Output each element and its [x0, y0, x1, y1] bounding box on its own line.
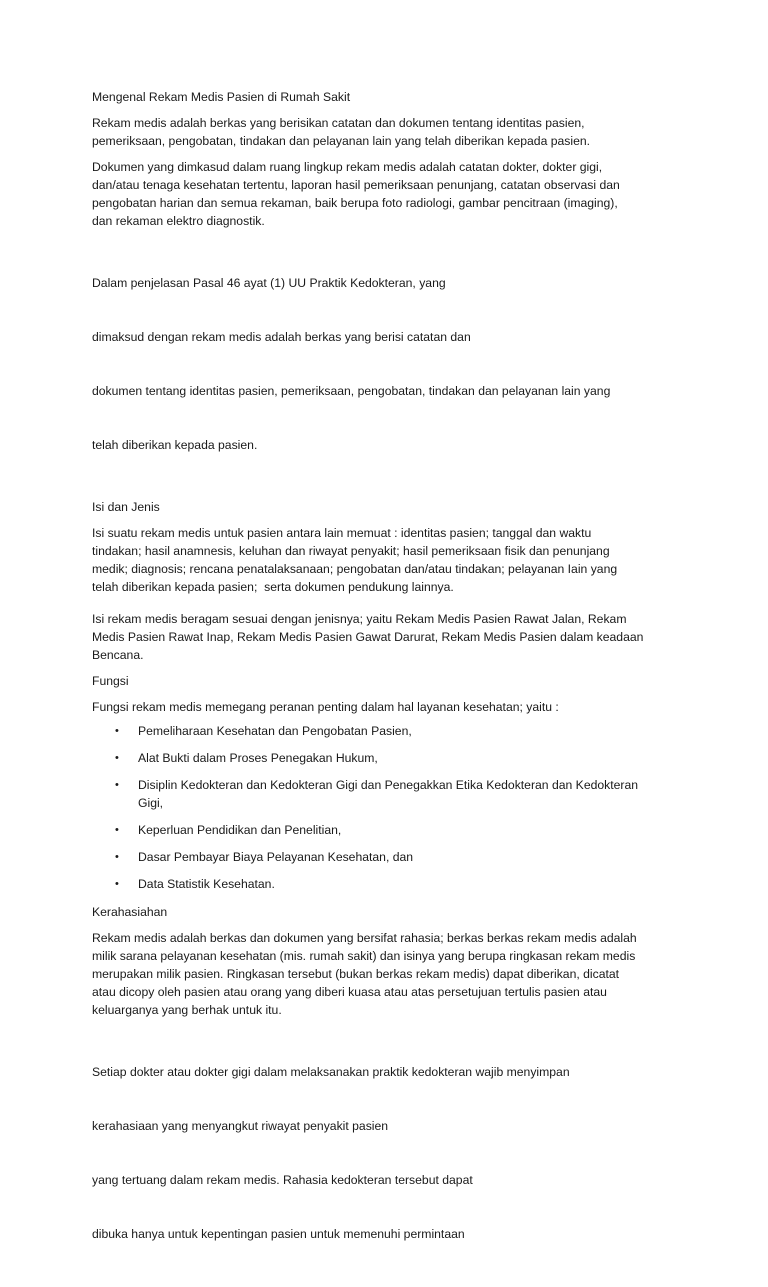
kerahasiaan-paragraph-1 [92, 929, 668, 1019]
text-line: dokumen tentang identitas pasien, pemeriksaan, pengobatan, tindakan dan pelayanan lain yang [92, 384, 611, 398]
list-item-text: Pemeliharaan Kesehatan dan Pengobatan Pasien, [138, 724, 412, 738]
text-line: pengobatan harian dan semua rekaman, baik berupa foto radiologi, gambar pencitraan (imaging), [92, 196, 618, 210]
list-item-text: Keperluan Pendidikan dan Penelitian, [138, 823, 342, 837]
intro-paragraph-2 [92, 158, 668, 230]
bullet-icon: • [115, 824, 119, 836]
list-item [92, 722, 668, 740]
text-line: Setiap dokter atau dokter gigi dalam melaksanakan praktik kedokteran wajib menyimpan [92, 1065, 570, 1079]
text-line: kerahasiaan yang menyangkut riwayat penyakit pasien [92, 1119, 389, 1133]
text-line: Isi rekam medis beragam sesuai dengan jenisnya; yaitu Rekam Medis Pasien Rawat Jalan, Rekam [92, 612, 627, 626]
heading-text: Isi dan Jenis [92, 500, 160, 514]
bullet-icon: • [115, 725, 119, 737]
list-item [92, 749, 668, 767]
section-heading-fungsi [92, 672, 668, 690]
bullet-icon: • [115, 851, 119, 863]
text-line: atau dicopy oleh pasien atau orang yang diberi kuasa atau atas persetujuan tertulis pasien atau [92, 985, 607, 999]
text-line: merupakan milik pasien. Ringkasan tersebut (bukan berkas rekam medis) dapat diberikan, dicatat [92, 967, 620, 981]
text-line: dan/atau tenaga kesehatan tertentu, laporan hasil pemeriksaan penunjang, catatan observasi dan [92, 178, 620, 192]
isi-paragraph-2 [92, 610, 668, 664]
text-line: Isi suatu rekam medis untuk pasien antara lain memuat : identitas pasien; tanggal dan waktu [92, 526, 592, 540]
section-heading-kerahasiaan [92, 903, 668, 921]
fungsi-intro [92, 698, 668, 716]
text-line: dan rekaman elektro diagnostik. [92, 214, 265, 228]
text-line: telah diberikan kepada pasien. [92, 438, 258, 452]
text-line: Dalam penjelasan Pasal 46 ayat (1) UU Praktik Kedokteran, yang [92, 276, 446, 290]
document-title [92, 88, 668, 106]
text-line: dimaksud dengan rekam medis adalah berkas yang berisi catatan dan [92, 330, 471, 344]
bullet-icon: • [115, 779, 119, 791]
text-line: tindakan; hasil anamnesis, keluhan dan riwayat penyakit; hasil pemeriksaan fisik dan penunjang [92, 544, 610, 558]
text-line: Bencana. [92, 648, 144, 662]
list-item [92, 875, 668, 893]
text-line: pemeriksaan, pengobatan, tindakan dan pelayanan lain yang telah diberikan kepada pasien. [92, 134, 591, 148]
text-line: Rekam medis adalah berkas dan dokumen yang bersifat rahasia; berkas berkas rekam medis adalah [92, 931, 637, 945]
text-line: Dokumen yang dimkasud dalam ruang lingkup rekam medis adalah catatan dokter, dokter gigi, [92, 160, 603, 174]
section-heading-isi [92, 498, 668, 516]
text-line: Fungsi rekam medis memegang peranan penting dalam hal layanan kesehatan; yaitu : [92, 700, 559, 714]
list-item [92, 776, 668, 812]
heading-text: Kerahasiahan [92, 905, 168, 919]
list-item-text: Data Statistik Kesehatan. [138, 877, 275, 891]
text-line: Medis Pasien Rawat Inap, Rekam Medis Pasien Gawat Darurat, Rekam Medis Pasien dalam keadaan [92, 630, 644, 644]
kerahasiaan-paragraph-2 [92, 1027, 668, 1279]
fungsi-list [92, 722, 668, 893]
text-line: keluarganya yang berhak untuk itu. [92, 1003, 282, 1017]
list-item-text: Disiplin Kedokteran dan Kedokteran Gigi dan Penegakkan Etika Kedokteran dan Kedokteran [138, 778, 639, 792]
isi-paragraph-1 [92, 524, 668, 596]
intro-paragraph-3 [92, 238, 668, 490]
list-item [92, 821, 668, 839]
list-item-text: Dasar Pembayar Biaya Pelayanan Kesehatan, dan [138, 850, 414, 864]
bullet-icon: • [115, 878, 119, 890]
list-item-text: Alat Bukti dalam Proses Penegakan Hukum, [138, 751, 378, 765]
paragraph-gap [92, 596, 668, 610]
heading-text: Fungsi [92, 674, 129, 688]
list-item [92, 848, 668, 866]
text-line: telah diberikan kepada pasien; serta dokumen pendukung lainnya. [92, 580, 454, 594]
text-line: milik sarana pelayanan kesehatan (mis. rumah sakit) dan isinya yang berupa ringkasan rekam medis [92, 949, 636, 963]
title-text: Mengenal Rekam Medis Pasien di Rumah Sakit [92, 90, 351, 104]
text-line: Rekam medis adalah berkas yang berisikan catatan dan dokumen tentang identitas pasien, [92, 116, 585, 130]
text-line: yang tertuang dalam rekam medis. Rahasia kedokteran tersebut dapat [92, 1173, 473, 1187]
intro-paragraph-1 [92, 114, 668, 150]
text-line: dibuka hanya untuk kepentingan pasien untuk memenuhi permintaan [92, 1227, 465, 1241]
bullet-icon: • [115, 752, 119, 764]
text-line: medik; diagnosis; rencana penatalaksanaan; pengobatan dan/atau tindakan; pelayanan Iain yang [92, 562, 618, 576]
document-body [92, 88, 668, 1287]
list-item-text: Gigi, [138, 796, 164, 810]
